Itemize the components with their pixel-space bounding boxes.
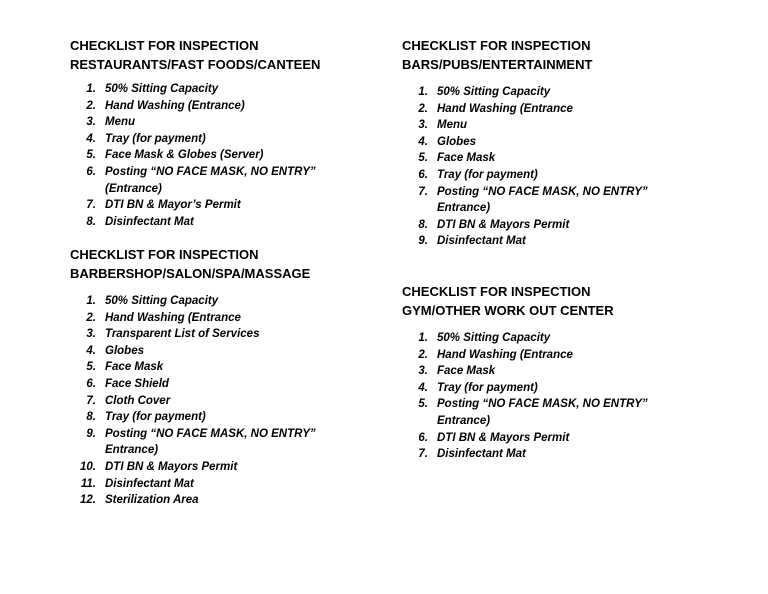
list-item-continuation: [70, 181, 320, 198]
list-item: [402, 134, 648, 151]
checklist: [70, 293, 316, 509]
item-number: 1.: [86, 83, 96, 95]
item-text: Hand Washing (Entrance: [105, 311, 241, 324]
list-item: [402, 396, 648, 413]
item-number: 3.: [418, 365, 428, 378]
list-item: [70, 131, 320, 148]
list-item: [70, 376, 316, 393]
list-item: [402, 233, 648, 250]
list-item-continuation: [402, 413, 648, 430]
item-number: 3.: [418, 119, 428, 132]
list-item: [402, 347, 648, 364]
list-item: [70, 164, 320, 181]
item-text: Posting “NO FACE MASK, NO ENTRY”: [105, 427, 316, 440]
item-text: DTI BN & Mayors Permit: [437, 218, 570, 231]
list-item: [402, 330, 648, 347]
section-subtitle: GYM/OTHER WORK OUT CENTER: [402, 303, 614, 318]
section-title: CHECKLIST FOR INSPECTION: [402, 38, 591, 53]
list-item-continuation: [402, 200, 648, 217]
item-number: 1.: [418, 332, 428, 344]
item-text: Transparent List of Services: [105, 328, 260, 341]
list-item: [70, 310, 316, 327]
item-text: Disinfectant Mat: [437, 235, 526, 248]
item-number: 9.: [86, 427, 96, 440]
list-item: [70, 359, 316, 376]
list-item: [402, 117, 648, 134]
list-item: [402, 217, 648, 234]
item-number: 7.: [418, 448, 428, 461]
list-item: [70, 459, 316, 476]
item-text: DTI BN & Mayor’s Permit: [105, 199, 241, 212]
list-item: [402, 84, 648, 101]
item-text: Tray (for payment): [105, 411, 206, 424]
item-text: Hand Washing (Entrance): [105, 99, 245, 112]
list-item: [70, 409, 316, 426]
list-item: [402, 446, 648, 463]
item-text: Face Mask & Globes (Server): [105, 149, 264, 162]
item-text: Face Shield: [105, 377, 169, 390]
section-title: CHECKLIST FOR INSPECTION: [402, 284, 591, 299]
item-text: Disinfectant Mat: [437, 448, 526, 461]
list-item: [70, 147, 320, 164]
item-number: 5.: [418, 152, 428, 165]
list-item: [70, 492, 316, 509]
item-text: Face Mask: [437, 152, 496, 165]
item-number: 5.: [86, 149, 96, 162]
item-number: 5.: [418, 398, 428, 411]
item-text: Globes: [105, 344, 144, 357]
item-text: Posting “NO FACE MASK, NO ENTRY”: [105, 165, 316, 178]
list-item: [70, 343, 316, 360]
item-text: Menu: [105, 116, 136, 129]
item-text: Face Mask: [437, 365, 496, 378]
checklist: [70, 81, 320, 230]
item-number: 2.: [418, 348, 428, 361]
list-item: [70, 197, 320, 214]
item-number: 5.: [86, 361, 96, 374]
list-item: [402, 430, 648, 447]
item-text: 50% Sitting Capacity: [105, 83, 219, 95]
list-item: [70, 426, 316, 443]
list-item: [402, 101, 648, 118]
section-subtitle: RESTAURANTS/FAST FOODS/CANTEEN: [70, 57, 321, 72]
item-number: 1.: [86, 295, 96, 307]
item-number: 9.: [418, 235, 428, 248]
item-number: 11.: [80, 477, 96, 490]
item-text: 50% Sitting Capacity: [105, 295, 219, 307]
item-number: 2.: [86, 311, 96, 324]
item-text: Tray (for payment): [437, 168, 538, 181]
item-number: 7.: [86, 394, 96, 407]
section-restaurants: [70, 36, 320, 230]
item-number: 2.: [418, 102, 428, 115]
item-text: (Entrance): [105, 182, 162, 195]
item-number: 6.: [86, 377, 96, 390]
item-number: 7.: [418, 185, 428, 198]
item-text: 50% Sitting Capacity: [437, 86, 551, 98]
list-item: [70, 98, 320, 115]
item-number: 12.: [80, 494, 96, 507]
list-item: [70, 476, 316, 493]
item-number: 10.: [80, 460, 96, 473]
item-text: Face Mask: [105, 361, 164, 374]
item-number: 4.: [418, 381, 428, 394]
list-item: [402, 167, 648, 184]
section-title: CHECKLIST FOR INSPECTION: [70, 38, 259, 53]
item-number: 8.: [86, 411, 96, 424]
item-text: Posting “NO FACE MASK, NO ENTRY”: [437, 185, 648, 198]
item-text: Entrance): [437, 202, 491, 215]
item-text: Hand Washing (Entrance: [437, 348, 573, 361]
list-item: [70, 326, 316, 343]
section-gym: [402, 282, 648, 463]
section-bars: [402, 36, 648, 250]
item-number: 4.: [86, 132, 96, 145]
item-number: 3.: [86, 328, 96, 341]
item-text: Disinfectant Mat: [105, 477, 194, 490]
list-item: [70, 214, 320, 231]
item-number: 2.: [86, 99, 96, 112]
item-text: Globes: [437, 135, 476, 148]
list-item: [402, 363, 648, 380]
item-text: Sterilization Area: [105, 494, 199, 507]
item-text: Entrance): [105, 444, 159, 457]
item-number: 6.: [418, 168, 428, 181]
item-text: Disinfectant Mat: [105, 215, 194, 228]
item-text: Entrance): [437, 414, 491, 427]
item-number: 8.: [418, 218, 428, 231]
item-number: 6.: [86, 165, 96, 178]
section-barbershop: [70, 245, 316, 509]
item-number: 6.: [418, 431, 428, 444]
item-number: 3.: [86, 116, 96, 129]
item-text: Tray (for payment): [437, 381, 538, 394]
item-text: Menu: [437, 119, 468, 132]
list-item: [70, 114, 320, 131]
list-item: [70, 293, 316, 310]
item-number: 1.: [418, 86, 428, 98]
list-item: [402, 184, 648, 201]
item-number: 4.: [86, 344, 96, 357]
section-title: CHECKLIST FOR INSPECTION: [70, 247, 259, 262]
list-item: [70, 81, 320, 98]
item-number: 4.: [418, 135, 428, 148]
item-text: DTI BN & Mayors Permit: [437, 431, 570, 444]
section-subtitle: BARBERSHOP/SALON/SPA/MASSAGE: [70, 266, 311, 281]
list-item-continuation: [70, 442, 316, 459]
item-text: Hand Washing (Entrance: [437, 102, 573, 115]
checklist: [402, 84, 648, 250]
list-item: [402, 150, 648, 167]
item-number: 7.: [86, 199, 96, 212]
item-text: DTI BN & Mayors Permit: [105, 460, 238, 473]
item-text: Tray (for payment): [105, 132, 206, 145]
item-text: Cloth Cover: [105, 394, 171, 407]
item-text: 50% Sitting Capacity: [437, 332, 551, 344]
list-item: [402, 380, 648, 397]
checklist: [402, 330, 648, 463]
list-item: [70, 393, 316, 410]
item-number: 8.: [86, 215, 96, 228]
item-text: Posting “NO FACE MASK, NO ENTRY”: [437, 398, 648, 411]
section-subtitle: BARS/PUBS/ENTERTAINMENT: [402, 57, 593, 72]
